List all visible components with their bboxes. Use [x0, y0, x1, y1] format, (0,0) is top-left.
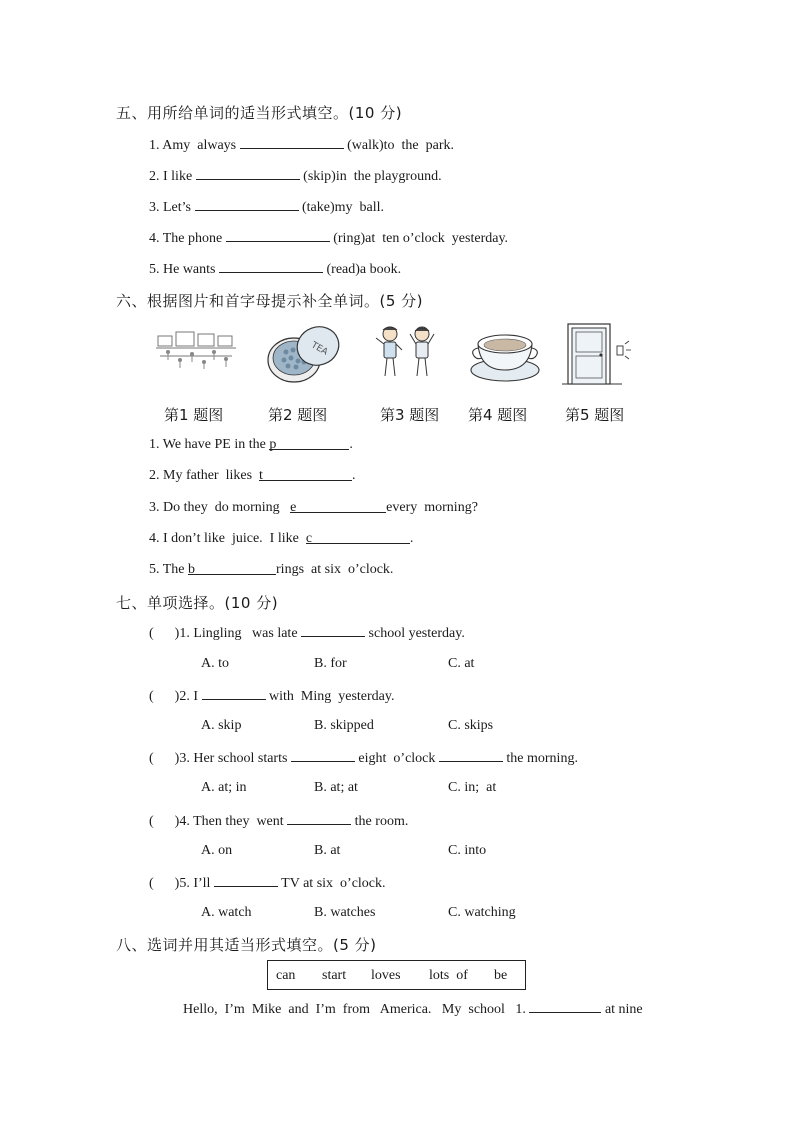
item-text: . — [349, 437, 353, 452]
section5-heading: 五、用所给单词的适当形式填空。(10 分) — [116, 104, 403, 122]
question-text: 5. I’ll — [179, 876, 214, 891]
answer-blank — [202, 687, 266, 700]
word-bank-item: can — [276, 968, 296, 983]
s6-item-2 — [149, 468, 356, 484]
question-text: 4. Then they went — [179, 814, 288, 829]
s7-option-5b[interactable]: B. watches — [314, 905, 376, 920]
answer-blank — [301, 624, 365, 637]
answer-paren[interactable]: ( ) — [149, 814, 180, 829]
s7-question-1 — [149, 624, 465, 642]
picture-caption: 第5 题图 — [565, 406, 625, 424]
s7-option-3c[interactable]: C. in; at — [448, 780, 497, 795]
s5-item-3 — [149, 198, 384, 216]
s5-item-2 — [149, 167, 442, 185]
playground-icon — [156, 326, 236, 370]
tea-tin-icon — [266, 322, 342, 388]
s7-option-5c[interactable]: C. watching — [448, 905, 516, 920]
s7-option-3b[interactable]: B. at; at — [314, 780, 358, 795]
s6-item-3 — [149, 500, 478, 516]
s7-question-3 — [149, 749, 578, 767]
item-text: rings at six o’clock. — [276, 562, 394, 577]
answer-blank[interactable] — [529, 1000, 601, 1013]
word-bank-item: be — [494, 968, 508, 983]
answer-blank[interactable] — [240, 136, 344, 149]
coffee-cup-icon — [468, 326, 542, 384]
question-text: 3. Her school starts — [179, 751, 291, 766]
answer-blank[interactable] — [219, 260, 323, 273]
picture-caption: 第3 题图 — [380, 406, 440, 424]
s5-item-4 — [149, 229, 508, 247]
answer-blank[interactable] — [226, 229, 330, 242]
initial-letter: p — [269, 437, 277, 452]
s7-option-4b[interactable]: B. at — [314, 843, 341, 858]
item-text: . — [409, 531, 414, 546]
word-bank-item: loves — [371, 968, 401, 983]
item-hint: (ring)at ten o’clock yesterday. — [333, 231, 509, 246]
answer-paren[interactable]: ( ) — [149, 689, 180, 704]
item-hint: (walk)to the park. — [347, 138, 455, 153]
question-text: eight o’clock — [354, 751, 439, 766]
item-text: every morning? — [386, 500, 478, 515]
item-text: 2. My father likes — [149, 468, 260, 483]
initial-letter: t — [259, 468, 263, 483]
question-text: TV at six o’clock. — [277, 876, 386, 891]
s7-option-2b[interactable]: B. skipped — [314, 718, 374, 733]
item-text: 1. We have PE in the — [149, 437, 270, 452]
s6-item-5 — [149, 562, 393, 578]
item-text: 3. Do they do morning — [149, 500, 291, 515]
section7-heading: 七、单项选择。(10 分) — [116, 594, 279, 612]
item-text: 5. The — [149, 562, 189, 577]
answer-blank — [287, 812, 351, 825]
answer-paren[interactable]: ( ) — [149, 751, 180, 766]
answer-blank — [214, 874, 278, 887]
item-text: 2. I like — [149, 169, 196, 184]
initial-letter: e — [290, 500, 297, 515]
s6-item-1 — [149, 437, 353, 453]
passage-text: Hello, I’m Mike and I’m from America. My school 1. — [183, 1002, 530, 1017]
answer-blank[interactable] — [259, 468, 352, 481]
picture-caption: 第1 题图 — [164, 406, 224, 424]
item-text: 1. Amy always — [149, 138, 240, 153]
word-bank-item: lots of — [429, 968, 468, 983]
answer-blank[interactable] — [188, 562, 276, 575]
item-text: 5. He wants — [149, 262, 219, 277]
initial-letter: c — [305, 531, 313, 546]
s7-option-4a[interactable]: A. on — [201, 843, 233, 858]
svg-text:TEA: TEA — [309, 340, 330, 358]
item-text: . — [352, 468, 356, 483]
question-text: 2. I — [179, 689, 202, 704]
s7-option-2c[interactable]: C. skips — [448, 718, 494, 733]
s7-option-5a[interactable]: A. watch — [201, 905, 252, 920]
question-text: the morning. — [502, 751, 578, 766]
item-text: 4. The phone — [149, 231, 226, 246]
question-text: 1. Lingling was late — [179, 626, 302, 641]
s5-item-5 — [149, 260, 401, 278]
answer-paren[interactable]: ( ) — [149, 626, 180, 641]
s7-option-3a[interactable]: A. at; in — [201, 780, 247, 795]
answer-paren[interactable]: ( ) — [149, 876, 180, 891]
s7-question-5 — [149, 874, 386, 892]
question-text: school yesterday. — [365, 626, 465, 641]
item-hint: (read)a book. — [326, 262, 402, 277]
initial-letter: b — [188, 562, 196, 577]
item-hint: (skip)in the playground. — [303, 169, 442, 184]
s7-question-4 — [149, 812, 408, 830]
item-text: 4. I don’t like juice. I like — [149, 531, 306, 546]
word-bank-item: start — [322, 968, 347, 983]
word-bank-box — [267, 960, 526, 990]
s5-item-1 — [149, 136, 454, 154]
question-text: the room. — [351, 814, 409, 829]
answer-blank[interactable] — [290, 500, 386, 513]
s7-option-4c[interactable]: C. into — [448, 843, 487, 858]
s7-option-1a[interactable]: A. to — [201, 656, 229, 671]
s7-question-2 — [149, 687, 394, 705]
passage-text: at nine — [601, 1002, 643, 1017]
answer-blank[interactable] — [269, 437, 349, 450]
s7-option-1c[interactable]: C. at — [448, 656, 475, 671]
passage-line — [183, 1000, 643, 1018]
answer-blank[interactable] — [306, 531, 410, 544]
door-bell-icon — [562, 322, 636, 388]
section6-heading: 六、根据图片和首字母提示补全单词。(5 分) — [116, 292, 424, 310]
picture-caption: 第2 题图 — [268, 406, 328, 424]
answer-blank[interactable] — [196, 167, 300, 180]
item-text: 3. Let’s — [149, 200, 195, 215]
s7-option-1b[interactable]: B. for — [314, 656, 347, 671]
item-hint: (take)my ball. — [302, 200, 385, 215]
picture-caption: 第4 题图 — [468, 406, 528, 424]
question-text: with Ming yesterday. — [265, 689, 395, 704]
answer-blank[interactable] — [195, 198, 299, 211]
answer-blank — [291, 749, 355, 762]
children-exercising-icon — [372, 324, 442, 386]
s7-option-2a[interactable]: A. skip — [201, 718, 242, 733]
section8-heading: 八、选词并用其适当形式填空。(5 分) — [116, 936, 377, 954]
s6-item-4 — [149, 531, 413, 547]
answer-blank — [439, 749, 503, 762]
